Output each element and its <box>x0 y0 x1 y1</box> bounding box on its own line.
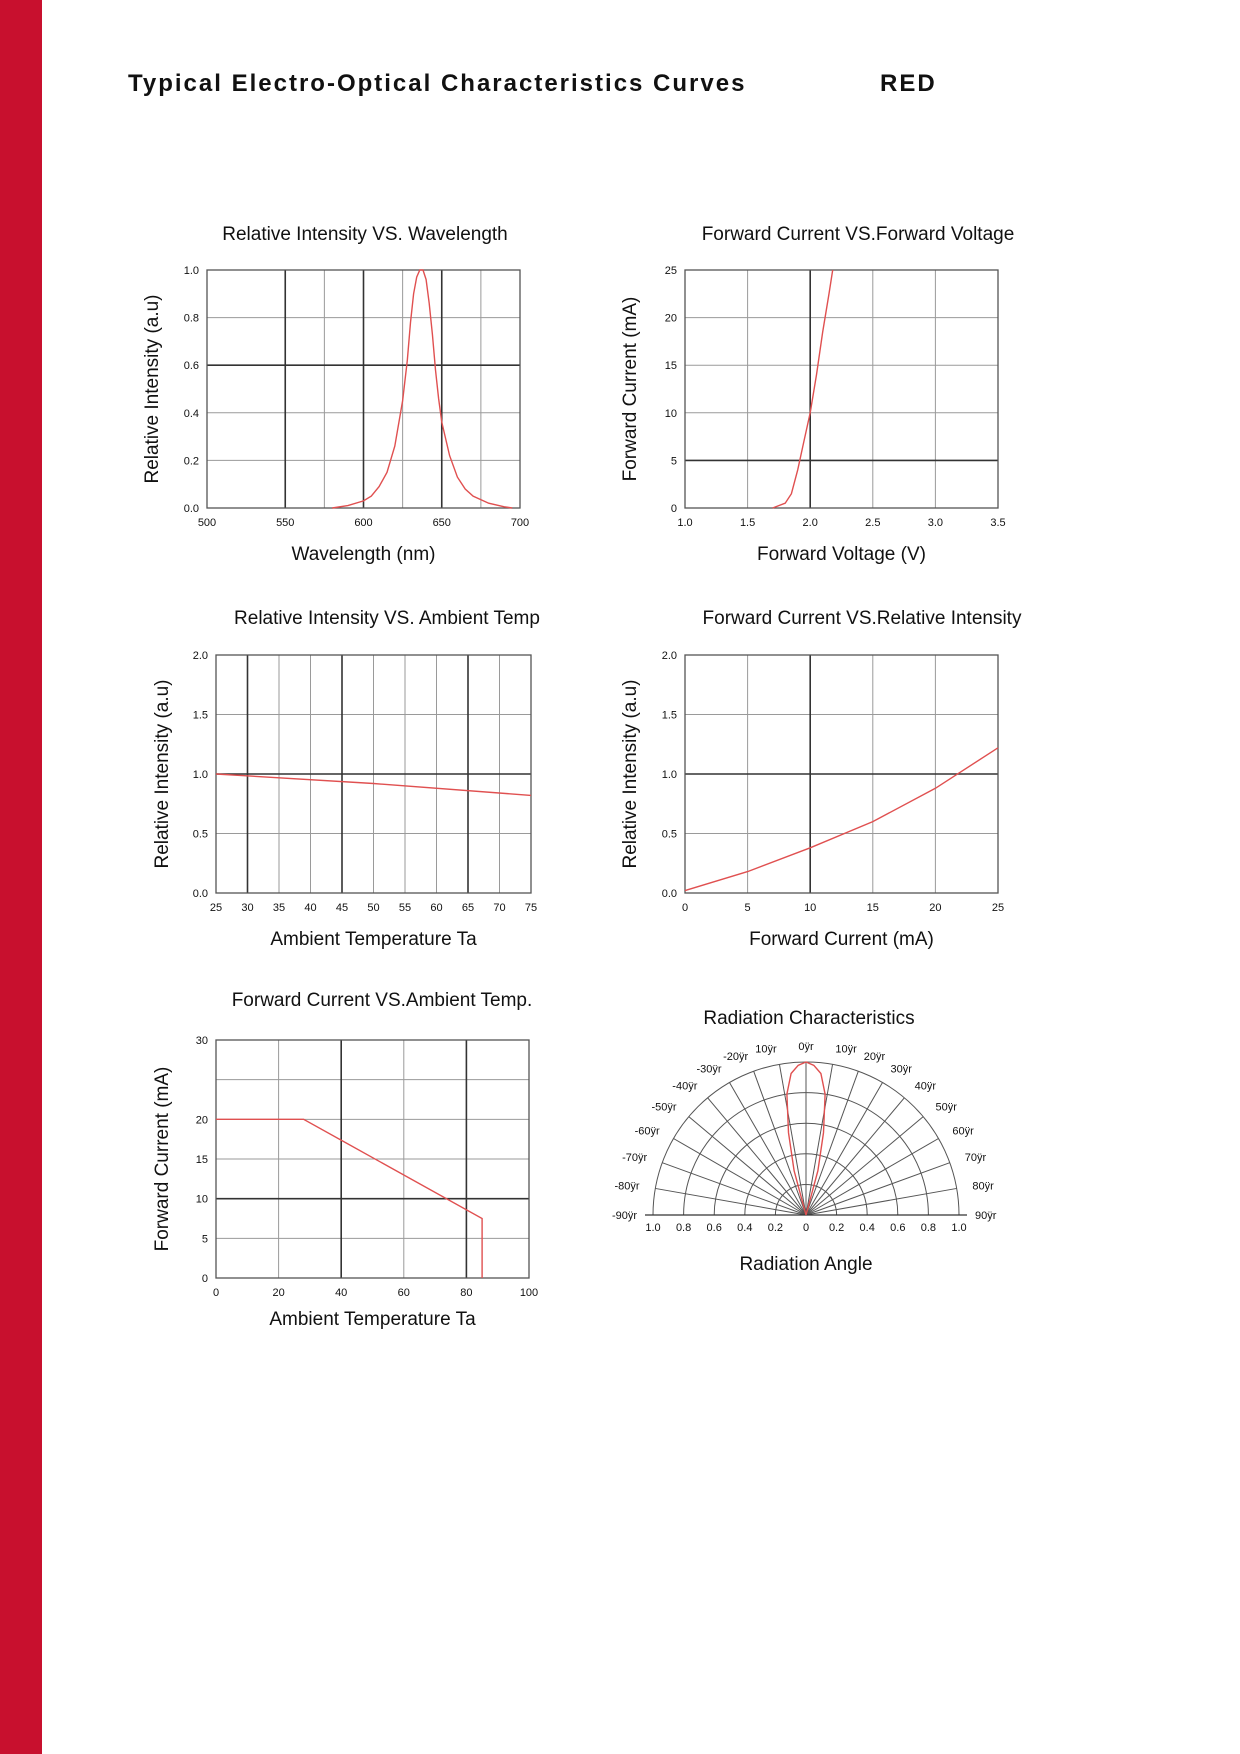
radius-tick-label: 0.2 <box>767 1222 784 1234</box>
x-tick-label: 60 <box>430 902 443 914</box>
x-tick-label: 25 <box>991 902 1005 914</box>
y-tick-label: 0.8 <box>183 312 199 325</box>
angle-label: 90ÿr <box>975 1210 997 1222</box>
y-tick-label: 2.0 <box>192 650 208 662</box>
radius-tick-label: 0.6 <box>706 1222 722 1234</box>
radius-tick-label: 0.4 <box>737 1222 753 1234</box>
y-tick-label: 1.0 <box>192 769 208 781</box>
angle-label: 0ÿr <box>798 1041 814 1053</box>
y-tick-label: 0.4 <box>183 407 199 420</box>
chart-c3 <box>152 608 540 950</box>
y-tick-label: 15 <box>195 1154 208 1166</box>
x-tick-label: 0 <box>212 1287 220 1299</box>
angle-label: 40ÿr <box>914 1080 937 1093</box>
y-tick-label: 2.0 <box>661 650 677 662</box>
x-axis-label: Wavelength (nm) <box>291 544 436 565</box>
x-tick-label: 20 <box>272 1287 285 1299</box>
x-tick-label: 500 <box>197 517 217 529</box>
x-tick-label: 40 <box>335 1287 348 1299</box>
x-tick-label: 15 <box>866 902 879 914</box>
x-tick-label: 25 <box>209 902 223 914</box>
radius-tick-label: 0.8 <box>675 1222 692 1234</box>
x-tick-label: 55 <box>398 902 412 914</box>
y-tick-label: 1.5 <box>192 709 208 722</box>
chart-c4 <box>620 608 1022 950</box>
x-tick-label: 50 <box>367 902 380 914</box>
y-tick-label: 1.0 <box>661 769 677 781</box>
y-tick-label: 25 <box>664 265 677 277</box>
x-tick-label: 600 <box>354 517 373 529</box>
angle-label: -30ÿr <box>696 1063 722 1076</box>
y-tick-label: 0.0 <box>661 888 677 900</box>
x-tick-label: 1.5 <box>739 517 756 529</box>
x-tick-label: 100 <box>519 1287 539 1299</box>
x-tick-label: 60 <box>397 1287 410 1299</box>
radius-tick-label: 1.0 <box>951 1222 967 1234</box>
y-tick-label: 5 <box>201 1233 208 1246</box>
y-tick-label: 10 <box>664 407 677 420</box>
y-tick-label: 1.0 <box>183 265 199 277</box>
x-tick-label: 3.0 <box>927 517 944 529</box>
x-tick-label: 30 <box>241 902 254 914</box>
chart-title: Radiation Characteristics <box>703 1008 915 1029</box>
y-tick-label: 20 <box>664 312 677 325</box>
angle-label: -60ÿr <box>634 1125 660 1138</box>
radius-tick-label: 0.6 <box>890 1222 906 1234</box>
y-tick-label: 5 <box>670 455 677 468</box>
y-axis-label: Relative Intensity (a.u) <box>620 679 641 869</box>
angle-label: 80ÿr <box>972 1180 994 1193</box>
x-tick-label: 20 <box>929 902 942 914</box>
x-axis-label: Ambient Temperature Ta <box>269 1309 476 1330</box>
y-tick-label: 15 <box>664 360 677 373</box>
radius-tick-label: 0 <box>802 1222 810 1234</box>
chart-title: Relative Intensity VS. Ambient Temp <box>234 608 540 629</box>
radius-tick-label: 1.0 <box>645 1222 661 1234</box>
x-tick-label: 650 <box>432 517 451 529</box>
chart-c1 <box>142 224 529 565</box>
x-tick-label: 2.5 <box>865 517 881 529</box>
plot-frame <box>685 270 998 508</box>
chart-title: Forward Current VS.Ambient Temp. <box>231 990 533 1011</box>
x-tick-label: 80 <box>460 1287 473 1299</box>
radius-tick-label: 0.8 <box>920 1222 937 1234</box>
y-tick-label: 0.5 <box>661 828 677 841</box>
chart-c6 <box>612 1008 997 1275</box>
x-axis-label: Forward Current (mA) <box>749 929 934 950</box>
x-tick-label: 35 <box>272 902 286 914</box>
angle-label: 10ÿr <box>755 1043 777 1056</box>
x-axis-label: Ambient Temperature Ta <box>270 929 477 950</box>
x-axis-label: Radiation Angle <box>739 1254 873 1275</box>
x-tick-label: 40 <box>304 902 317 914</box>
angle-label: 50ÿr <box>935 1101 957 1114</box>
x-tick-label: 550 <box>276 517 295 529</box>
chart-c2 <box>620 224 1014 565</box>
angle-label: -40ÿr <box>672 1080 698 1093</box>
y-tick-label: 0.0 <box>183 503 199 515</box>
chart-title: Relative Intensity VS. Wavelength <box>222 224 508 245</box>
color-tag: RED <box>880 70 937 97</box>
chart-title: Forward Current VS.Forward Voltage <box>701 224 1015 245</box>
angle-label: 30ÿr <box>890 1063 912 1076</box>
x-tick-label: 65 <box>461 902 475 914</box>
x-tick-label: 10 <box>804 902 817 914</box>
y-tick-label: 0.5 <box>192 828 208 841</box>
y-tick-label: 0 <box>670 503 677 515</box>
x-tick-label: 0 <box>681 902 689 914</box>
angle-label: -90ÿr <box>611 1210 637 1222</box>
angle-label: -50ÿr <box>651 1101 677 1114</box>
y-tick-label: 10 <box>195 1193 208 1206</box>
series-line <box>773 270 833 508</box>
angle-label: -70ÿr <box>622 1152 648 1165</box>
y-tick-label: 1.5 <box>661 709 677 722</box>
x-tick-label: 45 <box>335 902 349 914</box>
x-tick-label: 3.5 <box>990 517 1006 529</box>
series-line <box>332 270 512 508</box>
series-line <box>685 748 998 891</box>
angle-label: -20ÿr <box>723 1051 749 1064</box>
x-tick-label: 700 <box>510 517 530 529</box>
angle-label: 10ÿr <box>835 1043 857 1056</box>
chart-title: Forward Current VS.Relative Intensity <box>702 608 1022 629</box>
angle-label: 60ÿr <box>952 1125 974 1138</box>
y-tick-label: 30 <box>195 1035 208 1047</box>
x-tick-label: 70 <box>493 902 506 914</box>
x-tick-label: 2.0 <box>802 517 818 529</box>
chart-c5 <box>152 990 538 1330</box>
x-axis-label: Forward Voltage (V) <box>757 544 926 565</box>
y-tick-label: 0 <box>201 1273 208 1285</box>
x-tick-label: 1.0 <box>677 517 693 529</box>
y-tick-label: 20 <box>195 1114 208 1127</box>
page-title: Typical Electro-Optical Characteristics Curves <box>128 70 747 97</box>
y-tick-label: 0.2 <box>183 455 199 468</box>
angle-label: 70ÿr <box>964 1152 987 1165</box>
x-tick-label: 75 <box>524 902 538 914</box>
y-tick-label: 0.0 <box>192 888 208 900</box>
y-tick-label: 0.6 <box>183 360 199 373</box>
y-axis-label: Relative Intensity (a.u) <box>152 679 173 869</box>
y-axis-label: Forward Current (mA) <box>620 296 641 482</box>
y-axis-label: Forward Current (mA) <box>152 1066 173 1252</box>
radius-tick-label: 0.4 <box>859 1222 875 1234</box>
y-axis-label: Relative Intensity (a.u) <box>142 294 163 484</box>
angle-label: 20ÿr <box>863 1051 886 1064</box>
radius-tick-label: 0.2 <box>828 1222 845 1234</box>
x-tick-label: 5 <box>744 902 751 914</box>
angle-label: -80ÿr <box>614 1180 640 1193</box>
